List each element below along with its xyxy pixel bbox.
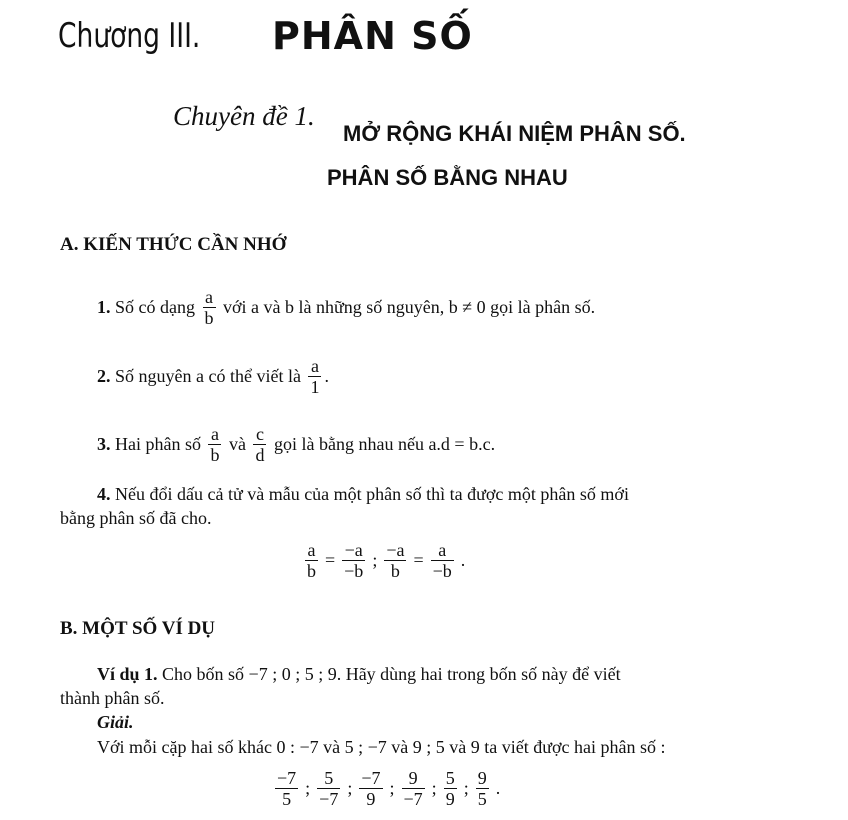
fraction-numerator: −7 xyxy=(361,768,381,788)
math-operator: ; xyxy=(389,778,395,798)
item-3 xyxy=(97,424,495,465)
fraction xyxy=(444,768,457,809)
fraction xyxy=(203,287,216,328)
fraction xyxy=(275,768,298,809)
item-text: Nếu đổi dấu cả tử và mẫu của một phân số thì ta được một phân số mới xyxy=(115,484,629,504)
math-operator: ; xyxy=(372,550,378,570)
math-operator: ; xyxy=(463,778,469,798)
fraction-denominator: 9 xyxy=(366,789,376,809)
item-4-line2: bằng phân số đã cho. xyxy=(60,508,212,528)
item-text: Số có dạng xyxy=(115,297,195,317)
topic-label: Chuyên đề 1. xyxy=(173,101,315,131)
example-fractions xyxy=(272,768,504,809)
fraction-denominator: −b xyxy=(432,561,452,581)
fraction xyxy=(384,540,406,581)
fraction xyxy=(317,768,340,809)
math-operator: = xyxy=(325,550,336,570)
example-1-line1 xyxy=(97,664,621,685)
item-text: gọi là bằng nhau nếu a.d = b.c. xyxy=(273,434,496,454)
fraction xyxy=(431,540,454,581)
item-4-line1 xyxy=(97,484,629,505)
fraction-numerator: a xyxy=(305,540,318,561)
fraction-denominator: 1 xyxy=(310,377,320,397)
item-text: Hai phân số xyxy=(115,434,201,454)
example-label: Ví dụ 1. xyxy=(97,664,158,684)
fraction-denominator: b xyxy=(204,308,214,328)
fraction xyxy=(308,356,321,397)
fraction-denominator: 9 xyxy=(445,789,455,809)
fraction-numerator: a xyxy=(208,424,221,445)
equal-fractions-formula xyxy=(302,540,469,581)
topic-title-line2: PHÂN SỐ BẰNG NHAU xyxy=(327,165,568,190)
item-text: Số nguyên a có thể viết là xyxy=(115,366,301,386)
math-operator: . xyxy=(495,778,501,798)
section-b-heading: B. MỘT SỐ VÍ DỤ xyxy=(60,618,216,639)
item-number: 3. xyxy=(97,434,111,454)
solution-line: Với mỗi cặp hai số khác 0 : −7 và 5 ; −7 và 9 ; 5 và 9 ta viết được hai phân số : xyxy=(97,737,666,757)
example-1-line2: thành phân số. xyxy=(60,688,165,708)
example-text: Cho bốn số −7 ; 0 ; 5 ; 9. Hãy dùng hai trong bốn số này để viết xyxy=(162,664,621,684)
fraction xyxy=(253,424,266,465)
fraction-numerator: a xyxy=(431,540,454,561)
chapter-label: Chương III. xyxy=(58,16,201,56)
math-operator: ; xyxy=(305,778,311,798)
fraction xyxy=(305,540,318,581)
fraction-denominator: d xyxy=(255,445,265,465)
item-number: 1. xyxy=(97,297,111,317)
item-text: với a và b là những số nguyên, b ≠ 0 gọi là phân số. xyxy=(223,297,596,317)
fraction-numerator: −a xyxy=(386,540,405,560)
fraction-numerator: 9 xyxy=(402,768,425,789)
fraction-numerator: −7 xyxy=(277,768,297,788)
fraction-numerator: 5 xyxy=(445,768,455,788)
solution-label: Giải. xyxy=(97,712,134,732)
fraction-denominator: −b xyxy=(344,561,364,581)
fraction-numerator: 5 xyxy=(317,768,340,789)
section-a-heading: A. KIẾN THỨC CẦN NHỚ xyxy=(60,234,287,255)
math-operator: ; xyxy=(431,778,437,798)
item-1 xyxy=(97,287,595,328)
fraction-numerator: c xyxy=(253,424,266,445)
fraction-denominator: 5 xyxy=(477,789,487,809)
math-operator: = xyxy=(413,550,424,570)
fraction-numerator: a xyxy=(308,356,321,377)
fraction-denominator: −7 xyxy=(403,789,423,809)
topic-title-line1: MỞ RỘNG KHÁI NIỆM PHÂN SỐ. xyxy=(343,121,686,146)
fraction-numerator: a xyxy=(203,287,216,308)
fraction-denominator: b xyxy=(210,445,220,465)
fraction xyxy=(359,768,382,809)
math-operator: ; xyxy=(347,778,353,798)
item-2 xyxy=(97,356,329,397)
fraction-numerator: 9 xyxy=(477,768,487,788)
item-text: . xyxy=(324,366,329,386)
fraction-denominator: b xyxy=(390,561,400,581)
fraction xyxy=(208,424,221,465)
fraction xyxy=(402,768,425,809)
math-operator: . xyxy=(460,550,466,570)
fraction-denominator: 5 xyxy=(282,789,292,809)
chapter-title: PHÂN SỐ xyxy=(272,14,473,58)
fraction xyxy=(476,768,489,809)
item-number: 2. xyxy=(97,366,111,386)
fraction xyxy=(342,540,365,581)
item-text: và xyxy=(228,434,246,454)
fraction-numerator: −a xyxy=(342,540,365,561)
fraction-denominator: −7 xyxy=(319,789,339,809)
item-number: 4. xyxy=(97,484,111,504)
fraction-denominator: b xyxy=(307,561,316,581)
